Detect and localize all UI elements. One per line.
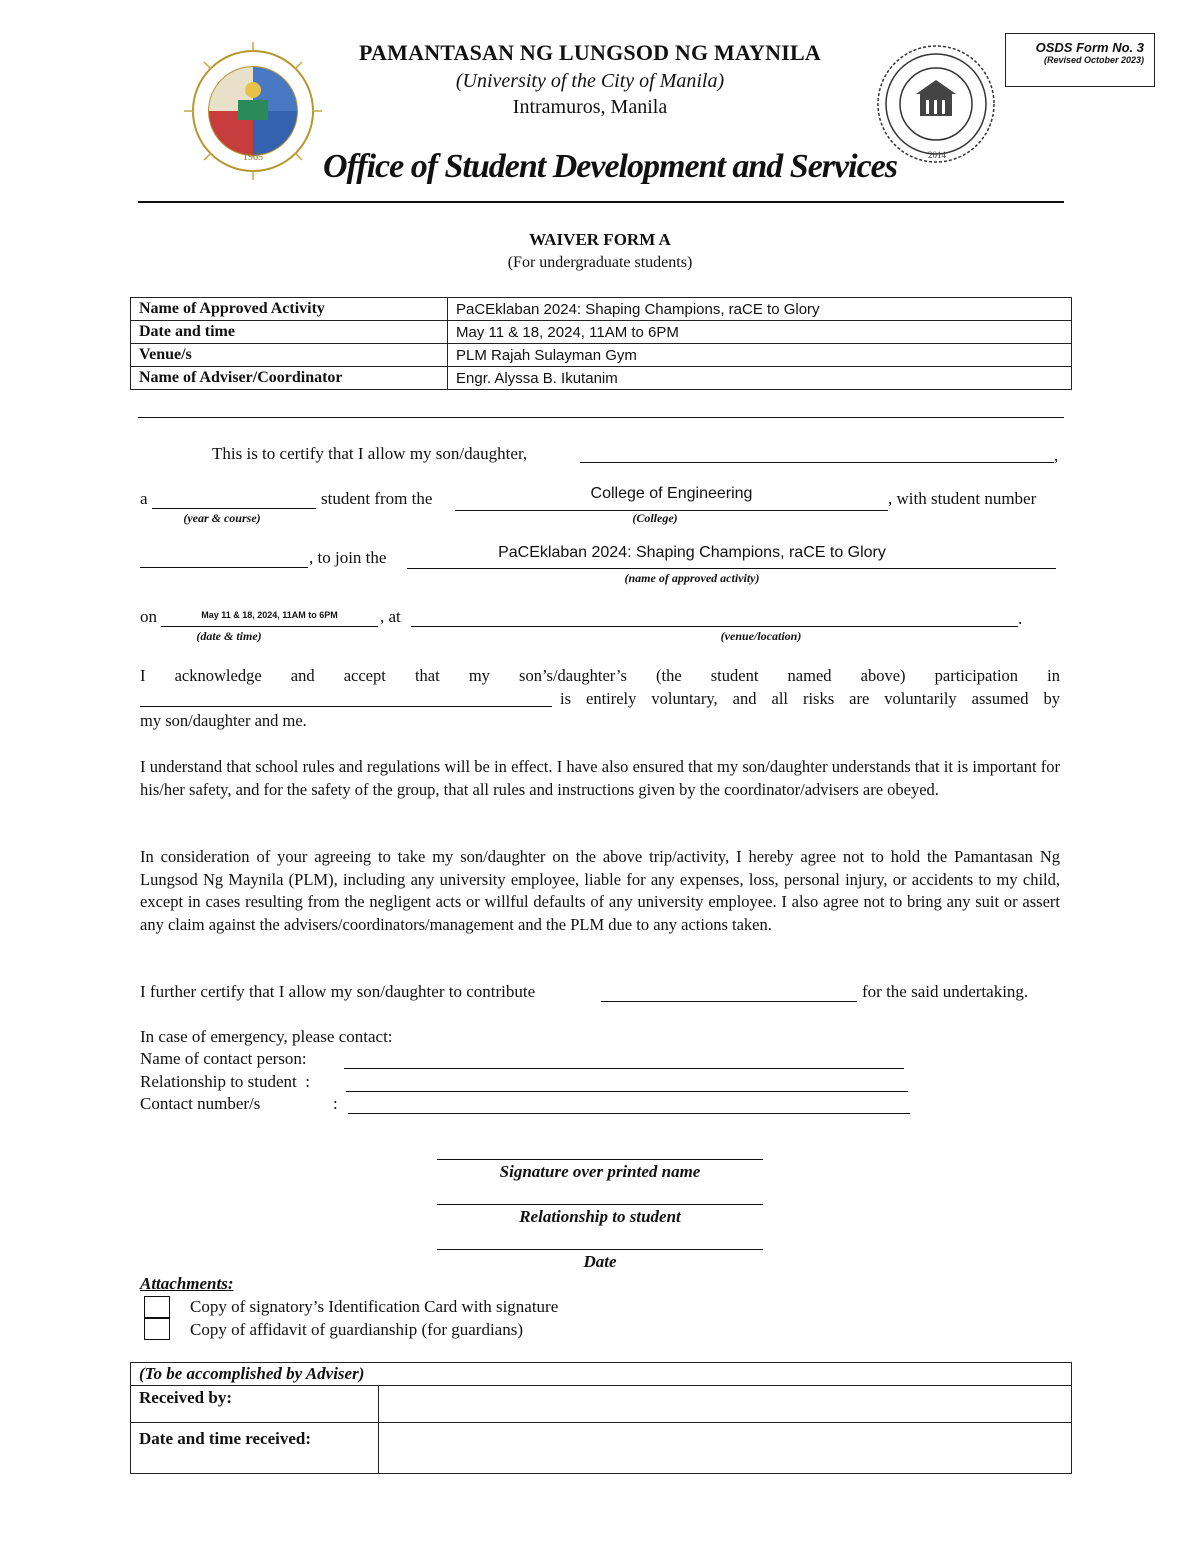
student-name-field[interactable]	[580, 462, 1054, 463]
relationship-signature-label: Relationship to student	[519, 1207, 681, 1226]
left-seal-year: 1965	[243, 152, 263, 163]
table-row	[131, 1363, 1072, 1386]
table-row	[131, 367, 1072, 390]
date-received-field[interactable]	[379, 1423, 1072, 1474]
attachments-heading: Attachments:	[140, 1274, 234, 1293]
date-signature-label: Date	[583, 1252, 617, 1271]
id-card-attachment-label: Copy of signatory’s Identification Card with signature	[190, 1297, 559, 1316]
student-number-text: , with student number	[888, 489, 1037, 508]
affidavit-checkbox[interactable]	[144, 1318, 170, 1340]
id-card-checkbox[interactable]	[144, 1296, 170, 1318]
office-name: Office of Student Development and Services	[322, 148, 897, 185]
form-number-box	[1005, 33, 1155, 87]
affidavit-attachment-label: Copy of affidavit of guardianship (for guardians)	[190, 1320, 523, 1339]
venue-caption: (venue/location)	[720, 629, 802, 643]
form-number: OSDS Form No. 3	[1035, 40, 1144, 55]
acknowledge-text-3: my son/daughter and me.	[140, 711, 307, 730]
received-by-field[interactable]	[379, 1386, 1072, 1423]
on-text: on	[140, 607, 157, 626]
activity-name-label: Name of Approved Activity	[131, 298, 448, 321]
table-row	[131, 1423, 1072, 1474]
college-caption: (College)	[632, 511, 678, 525]
consideration-paragraph: In consideration of your agreeing to take my son/daughter on the above trip/activity, I hereby agree not to hold the Pamantasan Ng Lungsod Ng Maynila (PLM), including any university employee, liable for any expenses, loss, personal injury, or accidents to my child, except in cases resulting from the negligent acts or willful defaults of any university employee. I also agree not to bring any suit or assert any claim against the advisers/coordinators/management and the PLM due to any actions taken.	[140, 847, 1060, 934]
comma-mark: ,	[1054, 446, 1059, 465]
signature-line[interactable]	[437, 1159, 763, 1160]
activity-caption: (name of approved activity)	[624, 571, 760, 585]
contribution-field[interactable]	[601, 1001, 857, 1002]
received-by-label: Received by:	[131, 1386, 379, 1423]
contact-number-colon: :	[333, 1094, 338, 1113]
university-subtitle: (University of the City of Manila)	[455, 70, 725, 92]
activity-info-table	[130, 297, 1072, 390]
header-rule	[138, 201, 1064, 203]
adviser-table	[130, 1362, 1072, 1474]
contact-number-label: Contact number/s	[140, 1094, 261, 1113]
acknowledge-text-1: I acknowledge and accept that my son’s/daughter’s (the student named above) participation in	[140, 666, 1060, 685]
table-row	[131, 298, 1072, 321]
year-course-caption: (year & course)	[183, 511, 261, 525]
adviser-value[interactable]: Engr. Alyssa B. Ikutanim	[448, 367, 1072, 390]
contact-name-label: Name of contact person:	[140, 1049, 307, 1068]
emergency-heading: In case of emergency, please contact:	[140, 1027, 393, 1046]
table-row	[131, 344, 1072, 367]
activity-value: PaCEklaban 2024: Shaping Champions, raCE to Glory	[498, 544, 886, 561]
to-join-text: , to join the	[309, 548, 387, 567]
university-name: PAMANTASAN NG LUNGSOD NG MAYNILA	[359, 40, 821, 65]
student-number-field[interactable]	[140, 567, 308, 568]
date-received-label: Date and time received:	[131, 1423, 379, 1474]
acknowledge-text-2: is entirely voluntary, and all risks are voluntarily assumed by	[560, 689, 1060, 708]
student-from-text: student from the	[321, 489, 433, 508]
date-time-label: Date and time	[131, 321, 448, 344]
venue-field[interactable]	[411, 626, 1018, 627]
relationship-label: Relationship to student :	[140, 1072, 310, 1091]
activity-name-value[interactable]: PaCEklaban 2024: Shaping Champions, raCE to Glory	[448, 298, 1072, 321]
table-row	[131, 321, 1072, 344]
adviser-table-heading: (To be accomplished by Adviser)	[131, 1363, 1072, 1386]
contribute-text-1: I further certify that I allow my son/daughter to contribute	[140, 982, 536, 1001]
activity-participation-field[interactable]	[140, 706, 552, 707]
section-rule	[138, 417, 1064, 418]
right-seal-year: 2014	[928, 150, 946, 160]
signature-label: Signature over printed name	[499, 1162, 701, 1181]
activity-field[interactable]	[407, 568, 1056, 569]
date-value: May 11 & 18, 2024, 11AM to 6PM	[201, 610, 338, 620]
date-field[interactable]	[161, 626, 378, 627]
certify-text: This is to certify that I allow my son/daughter,	[212, 444, 528, 463]
form-title: WAIVER FORM A	[529, 230, 671, 249]
article-a: a	[140, 489, 148, 508]
contribute-text-2: for the said undertaking.	[862, 982, 1029, 1001]
college-value: College of Engineering	[590, 485, 753, 502]
understand-paragraph: I understand that school rules and regulations will be in effect. I have also ensured that my son/daughter understands that it is important for his/her safety, and for the safety of the group, that all rules and instructions given by the coordinator/advisers are obeyed.	[140, 757, 1060, 799]
relationship-field[interactable]	[346, 1091, 908, 1092]
date-caption: (date & time)	[196, 629, 262, 643]
table-row	[131, 1386, 1072, 1423]
contact-name-field[interactable]	[344, 1068, 904, 1069]
year-course-field[interactable]	[152, 508, 316, 509]
date-signature-line[interactable]	[437, 1249, 763, 1250]
venue-value[interactable]: PLM Rajah Sulayman Gym	[448, 344, 1072, 367]
adviser-label: Name of Adviser/Coordinator	[131, 367, 448, 390]
osds-seal-logo	[874, 42, 998, 166]
date-time-value[interactable]: May 11 & 18, 2024, 11AM to 6PM	[448, 321, 1072, 344]
relationship-signature-line[interactable]	[437, 1204, 763, 1205]
form-subtitle: (For undergraduate students)	[507, 254, 693, 271]
university-location: Intramuros, Manila	[512, 96, 668, 118]
venue-label: Venue/s	[131, 344, 448, 367]
contact-number-field[interactable]	[348, 1113, 910, 1114]
period-mark: .	[1018, 609, 1023, 628]
form-revision: (Revised October 2023)	[1043, 55, 1144, 65]
at-text: , at	[380, 607, 401, 626]
